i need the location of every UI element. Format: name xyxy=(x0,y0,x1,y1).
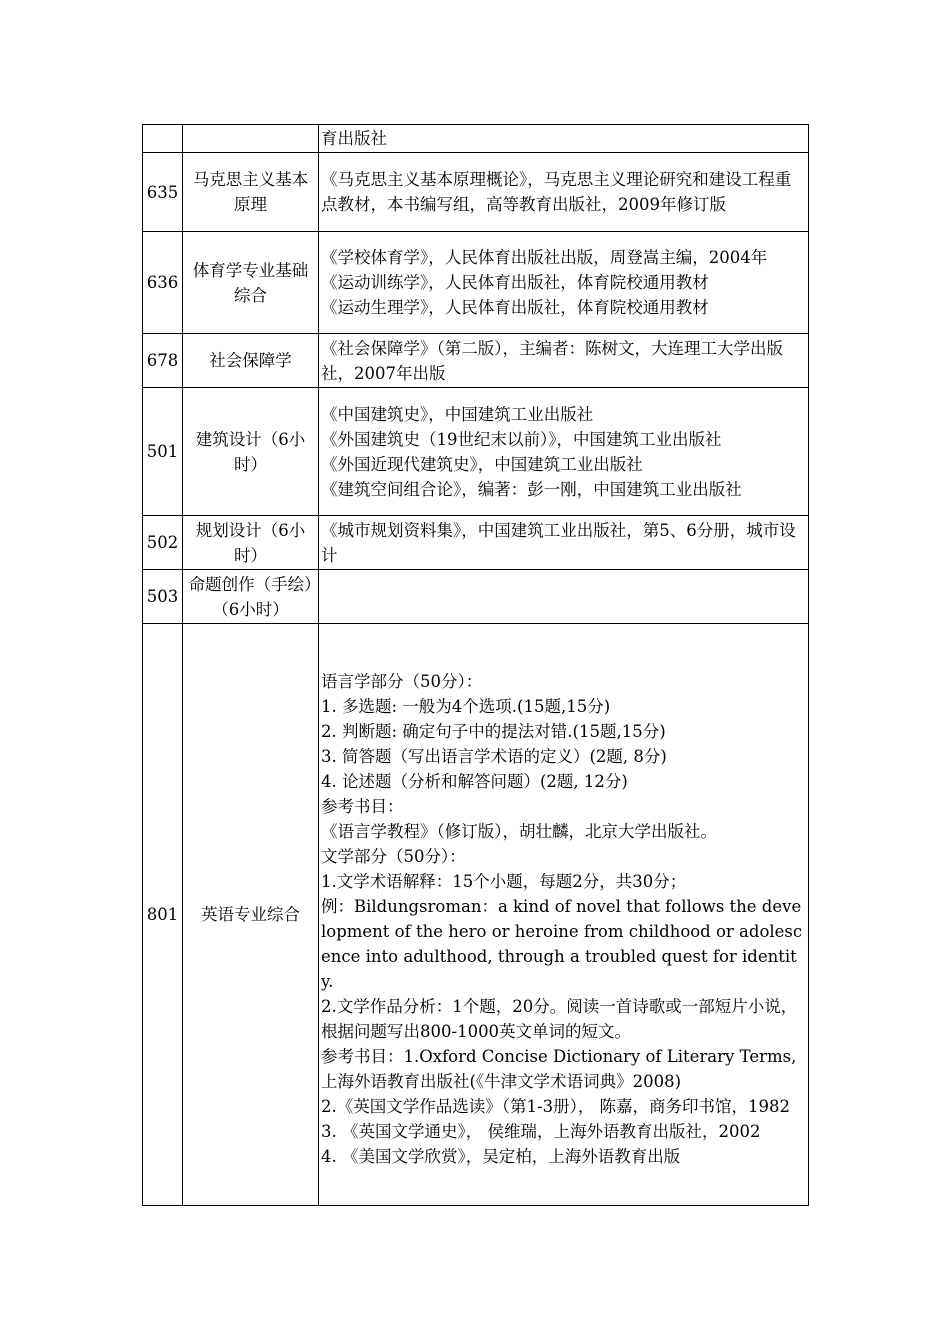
reference-cell xyxy=(319,232,809,334)
reference-cell xyxy=(319,334,809,388)
reference-cell xyxy=(319,125,809,153)
reference-line: 《学校体育学》，人民体育出版社出版，周登嵩主编，2004年 xyxy=(321,248,768,267)
reference-line: 参考书目： xyxy=(321,796,404,816)
reference-line: 2.《英国文学作品选读》（第1-3册）， 陈嘉，商务印书馆，1982 xyxy=(321,1096,791,1116)
reference-line: 3. 《英国文学通史》， 侯维瑞，上海外语教育出版社，2002 xyxy=(321,1121,761,1141)
reference-line: 2. 判断题: 确定句子中的提法对错.(15题,15分) xyxy=(321,721,666,741)
table-row xyxy=(143,516,809,570)
table-row xyxy=(143,232,809,334)
subject-name: 体育学专业基础综合 xyxy=(183,232,319,334)
reference-line: 1.文学术语解释：15个小题，每题2分，共30分； xyxy=(321,871,687,891)
reference-cell xyxy=(319,570,809,624)
subject-name: 建筑设计（6小时） xyxy=(183,388,319,516)
subject-name: 规划设计（6小时） xyxy=(183,516,319,570)
reference-line: 4. 《美国文学欣赏》，吴定柏，上海外语教育出版 xyxy=(321,1146,681,1166)
subject-name: 英语专业综合 xyxy=(183,624,319,1206)
subject-name: 命题创作（手绘）（6小时） xyxy=(183,570,319,624)
subject-code: 501 xyxy=(143,388,183,516)
subject-code: 636 xyxy=(143,232,183,334)
table-row xyxy=(143,388,809,516)
reference-books-table xyxy=(142,124,809,1206)
table-row xyxy=(143,153,809,232)
reference-line: 4. 论述题（分析和解答问题）(2题, 12分) xyxy=(321,771,628,791)
reference-line: 例：Bildungsroman：a kind of novel that follows the development of the hero or heroine from childhood or adolescence into adulthood, through a troubled quest for identity. xyxy=(321,896,803,991)
reference-line: 参考书目：1.Oxford Concise Dictionary of Literary Terms, 上海外语教育出版社(《牛津文学术语词典》2008) xyxy=(321,1046,797,1091)
reference-line: 《外国近现代建筑史》，中国建筑工业出版社 xyxy=(321,454,643,474)
reference-line: 《社会保障学》（第二版），主编者：陈树文，大连理工大学出版社，2007年出版 xyxy=(321,338,783,383)
reference-line: 语言学部分（50分）： xyxy=(321,671,483,691)
subject-code: 801 xyxy=(143,624,183,1206)
subject-code: 503 xyxy=(143,570,183,624)
subject-name xyxy=(183,125,319,153)
table-row xyxy=(143,334,809,388)
reference-line: 《中国建筑史》，中国建筑工业出版社 xyxy=(321,404,594,424)
subject-name: 社会保障学 xyxy=(183,334,319,388)
reference-line: 《城市规划资料集》，中国建筑工业出版社，第5、6分册，城市设计 xyxy=(321,520,796,565)
reference-line: 《马克思主义基本原理概论》，马克思主义理论研究和建设工程重点教材，本书编写组，高等教育出版社，2009年修订版 xyxy=(321,170,792,214)
reference-line: 《运动生理学》，人民体育出版社，体育院校通用教材 xyxy=(321,298,709,317)
reference-cell xyxy=(319,388,809,516)
reference-line: 1. 多选题: 一般为4个选项.(15题,15分) xyxy=(321,696,611,716)
reference-line: 2.文学作品分析：1个题，20分。阅读一首诗歌或一部短片小说，根据问题写出800-1000英文单词的短文。 xyxy=(321,996,798,1041)
table-row xyxy=(143,570,809,624)
table-row xyxy=(143,125,809,153)
reference-line: 《运动训练学》，人民体育出版社，体育院校通用教材 xyxy=(321,273,709,292)
subject-code: 502 xyxy=(143,516,183,570)
subject-code: 678 xyxy=(143,334,183,388)
table-row xyxy=(143,624,809,1206)
reference-cell xyxy=(319,624,809,1206)
reference-line: 《语言学教程》（修订版），胡壮麟，北京大学出版社。 xyxy=(321,821,717,841)
reference-line: 文学部分（50分）： xyxy=(321,846,466,866)
reference-line: 3. 简答题（写出语言学术语的定义）(2题, 8分) xyxy=(321,746,667,766)
reference-line: 育出版社 xyxy=(321,129,387,148)
subject-code: 635 xyxy=(143,153,183,232)
reference-cell xyxy=(319,516,809,570)
reference-cell xyxy=(319,153,809,232)
subject-code xyxy=(143,125,183,153)
reference-line: 《建筑空间组合论》，编著：彭一刚，中国建筑工业出版社 xyxy=(321,479,742,499)
reference-line: 《外国建筑史（19世纪末以前）》，中国建筑工业出版社 xyxy=(321,429,722,449)
subject-name: 马克思主义基本原理 xyxy=(183,153,319,232)
